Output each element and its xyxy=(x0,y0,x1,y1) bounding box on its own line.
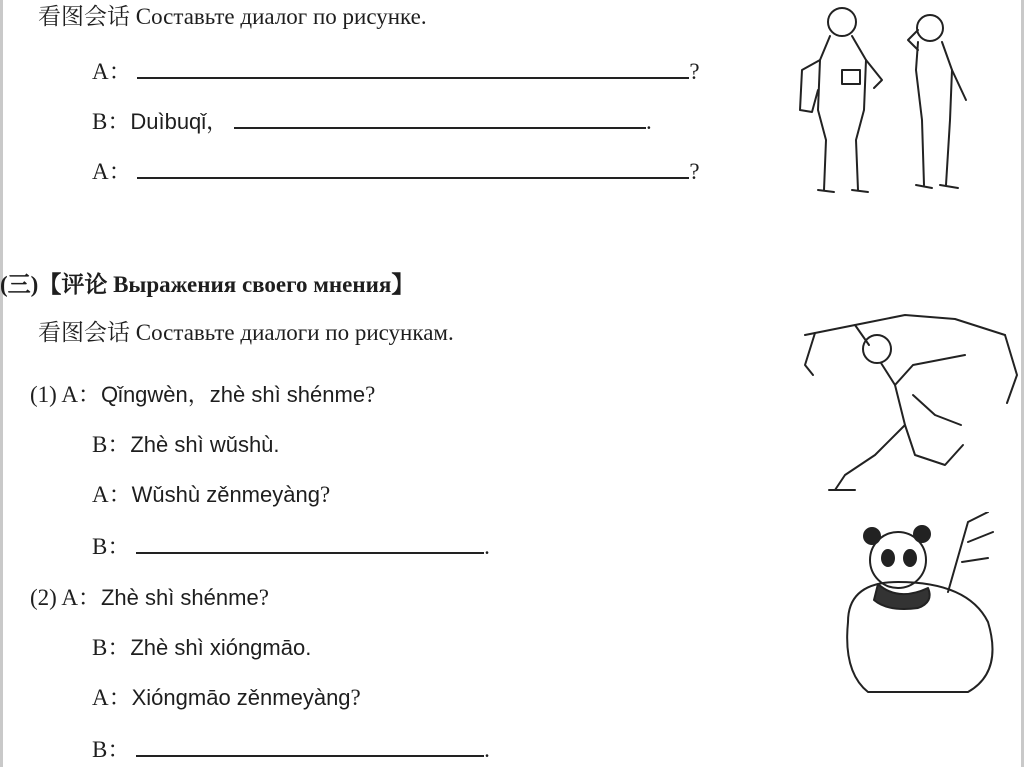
speaker-label: A： xyxy=(92,159,132,184)
speaker-label: A： xyxy=(61,382,101,407)
dialog-line xyxy=(92,633,311,663)
dialog-line xyxy=(92,683,361,713)
page-edge-left xyxy=(0,0,3,767)
line-end: . xyxy=(484,534,490,559)
line-end: ? xyxy=(689,59,700,84)
dialog-line xyxy=(92,733,490,765)
pinyin-text: Zhè shì shénme xyxy=(100,585,259,610)
dialog-line xyxy=(92,530,490,562)
line-end: . xyxy=(645,109,652,134)
line-end: ? xyxy=(319,482,331,507)
panda-illustration xyxy=(838,512,1008,697)
line-end: ? xyxy=(365,382,376,407)
instruction-2: 看图会话 Составьте диалоги по рисункам. xyxy=(38,320,454,345)
dialog-line xyxy=(30,583,269,613)
speaker-label: B： xyxy=(92,737,131,762)
line-end: ? xyxy=(350,685,361,710)
section-number: (三) xyxy=(0,272,39,297)
pinyin-text: Qǐngwèn，zhè shì shénme xyxy=(100,382,366,407)
pinyin-text: Zhè shì xióngmāo. xyxy=(130,635,312,660)
dialog-line xyxy=(92,430,280,460)
instruction-1: 看图会话 Составьте диалог по рисунке. xyxy=(38,4,427,29)
section-title: 【评论 Выражения своего мнения】 xyxy=(38,272,415,297)
answer-blank[interactable] xyxy=(137,155,689,179)
speaker-label: A： xyxy=(92,59,132,84)
dialog-line xyxy=(92,55,700,87)
pinyin-text: Xióngmāo zěnmeyàng xyxy=(131,685,351,710)
two-men-illustration xyxy=(790,0,990,205)
speaker-label: B： xyxy=(92,635,131,660)
wushu-illustration xyxy=(795,305,1023,500)
speaker-label: A： xyxy=(92,685,132,710)
answer-blank[interactable] xyxy=(137,55,689,79)
speaker-label: A： xyxy=(61,585,101,610)
dialog-line xyxy=(92,105,652,137)
answer-blank[interactable] xyxy=(136,733,484,757)
answer-blank[interactable] xyxy=(234,105,646,129)
line-end: ? xyxy=(689,159,700,184)
dialog-line xyxy=(92,155,700,187)
pinyin-text: Duìbuqǐ， xyxy=(130,109,229,134)
line-end: . xyxy=(484,737,490,762)
dialog-line xyxy=(92,480,330,510)
dialog-line xyxy=(30,380,375,410)
answer-blank[interactable] xyxy=(136,530,484,554)
dialog-number: (1) xyxy=(30,382,57,407)
pinyin-text: Zhè shì wǔshù. xyxy=(130,432,280,457)
speaker-label: B： xyxy=(92,534,131,559)
speaker-label: A： xyxy=(92,482,132,507)
line-end: ? xyxy=(258,585,269,610)
pinyin-text: Wǔshù zěnmeyàng xyxy=(131,482,320,507)
speaker-label: B： xyxy=(92,432,131,457)
section-heading xyxy=(0,270,414,300)
dialog-number: (2) xyxy=(30,585,57,610)
speaker-label: B： xyxy=(92,109,131,134)
